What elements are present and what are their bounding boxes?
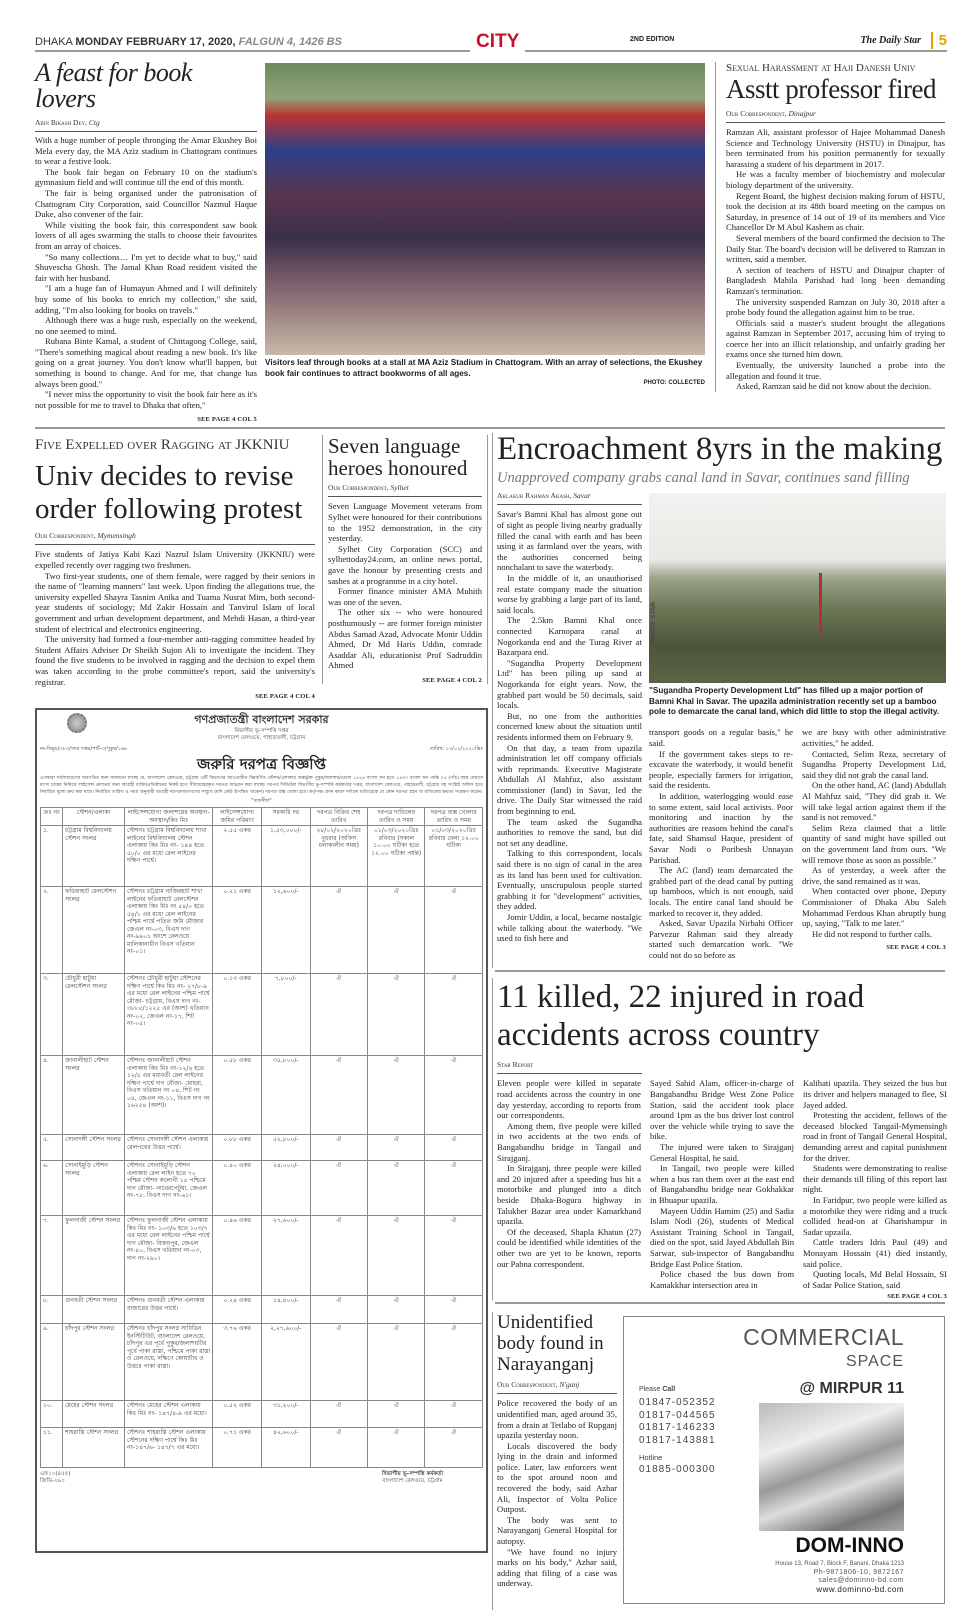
table-cell: স্টেশনঃ সোনাদঙ্গী স্টেশন এলাকায় রেলপথের উত্তর পার্শ্বে। — [124, 1135, 212, 1161]
ad-address: House 13, Road 7, Block F, Banani, Dhaka 1213 — [775, 1561, 904, 1568]
column-header: ক্রঃ নং — [41, 808, 63, 826]
paragraph: Two first-year students, one of them female, were ragged by their seniors in the name of "learning manners" last week. Upon finding the allegations true, the university expelled Shayra Tasnim Anika and Tuama Nusrat Mim, both second-year students of sociology; Md Zakir Hossain and Tanvirul Islam of local government and urban development department, and Mehdi Hasan, a third-year student of electrical and electronics engineering. — [35, 570, 315, 634]
edition-label: 2ND EDITION — [630, 36, 675, 43]
ad-brand: DOM-INNO — [795, 1534, 904, 1558]
paragraph: The body was sent to Narayanganj General Hospital for autopsy. — [497, 1514, 617, 1547]
caption-text: Visitors leaf through books at a stall at MA Aziz Stadium in Chattogram. With an array of selections, the Ekushey book fair continues to attract bookworms of all ages. — [265, 358, 703, 378]
table-row — [41, 826, 483, 887]
paragraph: Sayed Sahid Alam, officer-in-charge of Bangabandhu Bridge West Zone Police Station, said the accident took place around 1pm as the bus driver lost control over the vehicle while trying to save the bike. — [650, 1078, 794, 1142]
table-cell: ০.২৪ একর — [213, 1296, 262, 1324]
headline: Unidentified body found in Narayanganj — [497, 1312, 604, 1376]
table-cell: স্টেশনঃ চাঁদপুর সংলগ্ন সাবিডিন ইনস্টিটিউট, বাংলাদেশ রেলওয়ে, চাঁদপুর এর পূর্বে পুকুর/জলাশয়টির পূর্বে পাকা রাস্তা, পশ্চিমে পাকা রাস্তা ও রেলওয়ে, দক্ষিণে কোয়ার্টার ও উত্তরে পাকা রাস্তা। — [124, 1324, 212, 1401]
phone-list — [639, 1397, 716, 1447]
paragraph: Selim Reza claimed that a little quantity of sand might have spilled out on the government land from ours. "We will remove those as soon as possible." — [802, 822, 946, 865]
table-header — [41, 808, 483, 826]
table-cell: ২,২৭,৬০০/- — [261, 1324, 310, 1401]
table-cell: ঐ — [310, 1324, 367, 1401]
table-cell: ঐ — [425, 1056, 483, 1135]
table-cell: ৮. — [41, 1296, 63, 1324]
table-cell: শাহরাস্তি স্টেশন সংলগ্ন — [63, 1428, 125, 1468]
table-row — [41, 1056, 483, 1135]
headline: Asstt professor fired — [726, 74, 936, 104]
article-body-col3 — [803, 1078, 947, 1300]
phone-number: 01817-146233 — [639, 1422, 716, 1434]
paragraph: Asked, Savar Upazila Nirbahi Officer Parvezur Rahman said they already started such demarcation work. "We could not do so before as — [649, 918, 793, 960]
table-cell: ২৮/০২/২০২০খ্রিঃ বুধবার (অফিস চলাকালীন সময়) — [310, 826, 367, 887]
paragraph: Talking to this correspondent, locals said there is no sign of canal in the area as its land has been used for cultivation. Eventually, unscrupulous people started grabbing it for "development" activities, they added. — [497, 848, 642, 912]
paper-logo: The Daily Star — [860, 35, 921, 46]
table-cell: চাঁদপুর স্টেশন সংলগ্ন — [63, 1324, 125, 1401]
table-cell: ঐ — [368, 1216, 425, 1296]
table-cell: ১০. — [41, 1401, 63, 1428]
table-cell: গুনবতী স্টেশন সংলগ্ন — [63, 1296, 125, 1324]
paragraph: The university had formed a four-member anti-ragging committee headed by Student Affairs Adviser Dr Sheikh Sujon Ali to investigate the incident. They found the five students to be involved in ragging and the decision to expel them was taken according to the probe committee's report, said the university's registrar. — [35, 634, 315, 687]
paragraph: Several members of the board confirmed the decision to The Daily Star. The board's decision will be delivered to Ramzan in written, said a member. — [726, 232, 945, 265]
table-cell: ৩. — [41, 974, 63, 1056]
advertisement-dom-inno[interactable] — [623, 1316, 945, 1604]
paragraph: In the middle of it, an unauthorised real estate company made the situation worse by grabbing a large part of its land, said locals. — [497, 573, 642, 615]
article-body — [726, 127, 945, 392]
table-cell: ৫. — [41, 1135, 63, 1161]
column-header: স্টেশন/এলাকা — [63, 808, 125, 826]
column-header: সরকারি দর — [261, 808, 310, 826]
article-jkkniu — [35, 437, 315, 700]
paragraph: If the government takes steps to re-excavate the waterbody, it would benefit people, especially farmers for irrigation, said the residents. — [649, 748, 793, 791]
article-columns — [497, 1078, 947, 1300]
table-cell: ঐ — [310, 887, 367, 974]
table-cell: ঐ — [425, 887, 483, 974]
paragraph: Asked, Ramzan said he did not know about the decision. — [736, 381, 931, 392]
table-cell: ২. — [41, 887, 63, 974]
schedule-label: "তফসীল" — [251, 798, 272, 805]
canal-photo — [649, 493, 946, 683]
paragraph: As of yesterday, a week after the drive, the sand remained as it was. — [802, 865, 946, 886]
table-cell: ০.৫৮ একর — [213, 1056, 262, 1135]
byline: Abin Bikash Dey, Ctg — [35, 118, 257, 132]
paragraph: Protesting the accident, fellows of the deceased blocked Tangail-Mymensingh road in front of Tangail General Hospital, demanding arrest and capital punishment for the driver. — [803, 1110, 947, 1163]
bamboo-pole — [819, 573, 822, 633]
column-header: দরপত্র দাখিলের তারিখ ও সময় — [368, 808, 425, 826]
paragraph: The injured were taken to Sirajganj General Hospital, he said. — [650, 1142, 794, 1163]
paragraph: On the other hand, AC (land) Abdullah Al Mahfuz said, "They did grab it. We will take legal action against them if the sand is not removed." — [802, 780, 946, 823]
paragraph: While visiting the book fair, this correspondent saw book lovers of all ages swarming the stalls to choose their favourites from an array of choices. — [35, 219, 257, 251]
table-cell: ৫২,৮০০/- — [261, 1135, 310, 1161]
table-cell: স্টেশনঃ ফুলগাজী স্টেশন এলাকায় কিঃ মিঃ নং- ১০৩/৬ হতে ১০৩/৭ এর মধ্যে রেল লাইনের পশ্চিম পার্শ্বে দাগ মৌজা- বিজয়পুর, জেএল নং-৪০, বিএস খতিয়ান নং-০৩, দাগ নং-২৯০। — [124, 1216, 212, 1296]
paragraph: A section of teachers of HSTU and Dinajpur chapter of Bangladesh Mahila Parishad had long been demanding Ramzan's termination. — [726, 264, 945, 296]
article-columns — [649, 727, 946, 960]
table-cell: ০.২১ একর — [213, 887, 262, 974]
paragraph: Rubana Binte Kamal, a student of Chittagong College, said, "There's something magical about reading a new book. It's like going on a great journey. You don't know what'll happen, but something is bound to change. And for me, that change has always been good." — [35, 336, 257, 389]
paragraph: Sylhet City Corporation (SCC) and sylhettoday24.com, an online news portal, gave the honour by presenting crests and sashes at a programme in a city hotel. — [328, 543, 482, 586]
table-cell: স্টেশনঃ সোনাইমুড়ি স্টেশন এলাকায় রেল লাইন হতে ৭০ পশ্চিম স্টেশন কলোনী ১৫ পশ্চিমে দাগ মৌজা- নাথেরপেটুয়া, জেএল নং-৭৮, বিএস দাগ নং-৬১। — [124, 1161, 212, 1216]
table-cell: ০.৫২ একর — [213, 1401, 262, 1428]
byline: Our Correspondent, Sylhet — [328, 483, 482, 497]
paragraph: Eventually, the university launched a probe into the allegation and found it true. — [726, 360, 945, 381]
table-cell: ০১/০৩/২০২০খ্রিঃ রবিবার (সকাল ১০.০০ ঘটিকা হতে ১২.০০ ঘটিকা পর্যন্ত) — [368, 826, 425, 887]
table-cell: ঐ — [310, 1161, 367, 1216]
phone-number: 01817-044565 — [639, 1409, 716, 1421]
byline: Star Report — [497, 1060, 642, 1074]
table-row — [41, 1401, 483, 1428]
article-hstu — [715, 62, 945, 392]
table-cell: ০.৪৬ একর — [213, 1216, 262, 1296]
table-cell: ২.৫৫ একর — [213, 826, 262, 887]
paragraph: we are busy with other administrative activities," he added. — [802, 727, 946, 749]
kicker: Sexual Harassment at Haji Danesh Univ — [726, 62, 916, 74]
subheadline: Unapproved company grabs canal land in Savar, continues sand filling — [497, 470, 910, 487]
byline: Our Correspondent, Dinajpur — [726, 109, 945, 123]
table-cell: ১,৫৩,০০০/- — [261, 826, 310, 887]
paragraph: Among them, five people were killed in two accidents at the two ends of Bangabandhu bridge in Tangail and Sirajganj. — [497, 1120, 641, 1163]
table-cell: ঐ — [310, 1135, 367, 1161]
paragraph: The team asked the Sugandha authorities to remove the sand, but did not set any deadline. — [497, 816, 642, 848]
paragraph: Officials said a master's student brought the allegations against Ramzan in September 2017, accusing him of trying to coerce her into an illicit relationship, and unfairly grading her exams once she turned him down. — [726, 317, 945, 360]
paragraph: Mayeen Uddin Hamim (25) and Sadia Islam Nodi (26), students of Medical Assistant Training School in Tangail, died on the spot, said Jayed Abdullah Bin Sarwar, sub-inspector of Bangabandhu Bridge East Police Station. — [650, 1205, 794, 1269]
photo-caption — [265, 358, 705, 387]
paragraph: Police chased the bus down from Kamakkhar intersection area in — [650, 1269, 794, 1290]
tender-footer — [40, 1471, 483, 1485]
hotline-label: Hotline — [639, 1453, 663, 1463]
see-page-link[interactable]: SEE PAGE 4 COL 3 — [886, 944, 946, 952]
table-cell: ৯. — [41, 1324, 63, 1401]
paragraph: Kalihati upazila. They seized the bus but its driver and helpers managed to flee, SI Jayed added. — [803, 1078, 947, 1110]
column-header: দরপত্র বিক্রির শেষ তারিখ — [310, 808, 367, 826]
table-cell: ঐ — [368, 1296, 425, 1324]
paragraph: Seven Language Movement veterans from Sylhet were honoured for their contributions to the 1952 demonstration, in the city yesterday. — [328, 501, 482, 544]
table-cell: সোনাইমুড়ি স্টেশন সংলগ্ন — [63, 1161, 125, 1216]
paragraph: "So many collections… I'm yet to decide what to buy," said Shuvescha Ghosh. The Jamal Khan Road resident visited the fair with her husband. — [35, 251, 257, 283]
paragraph: In Sirajganj, three people were killed and 20 injured after a speeding bus hit a motorbike and plunged into a ditch beside Dhaka-Bogura highway in Talukber Bazar area under Kamarkhand upazila. — [497, 1163, 641, 1227]
table-cell: স্টেশনঃ জানালীহাট স্টেশন এলাকায় কিঃ মিঃ নং-১২/৪ হতে ১২/৫ এর মধ্যবর্তী রেল লাইনের দক্ষিণ পার্শ্বে দাগ মৌজা- মোহরা, বিএস খতিয়ান নং ০৪, শিট নং ০৪, জেএল নং-১১, বিএস দাগ নং ১৬২৫৪ (অংশ)। — [124, 1056, 212, 1135]
paragraph: Eleven people were killed in separate road accidents across the country in one day yesterday, according to reports from our correspondents. — [497, 1078, 641, 1121]
table-cell: ০.৮৮ একর — [213, 1135, 262, 1161]
article-body-col3 — [802, 727, 946, 960]
paragraph: In Tangail, two people were killed when a bus ran them over at the east end of Bangabandhu bridge near Gokhakkar in Bhuapur upazila. — [650, 1163, 794, 1205]
paragraph: In Faridpur, two people were killed as a motorbike they were riding and a truck collided head-on at Gharishampur in Sadar upzaila. — [803, 1194, 947, 1237]
byline: Our Correspondent, Mymensingh — [35, 531, 315, 545]
paragraph: Quoting locals, Md Belal Hossain, SI of Sadar Police Station, said — [803, 1269, 947, 1290]
table-cell: ৩.৭৬ একর — [213, 1324, 262, 1401]
article-encroachment — [492, 433, 947, 968]
table-cell: স্টেশনঃ শাহরাস্তি স্টেশন এলাকায় স্টেশনের দক্ষিণ পার্শ্বে কিঃ মিঃ নং-১৪৭/৬- ১৪৭/৭ এর মধ্যে। — [124, 1428, 212, 1468]
signature-office: বাংলাদেশ রেলওয়ে, চট্টগ্রাম — [382, 1478, 443, 1485]
column-header: দরপত্র বাক্স খোলার তারিখ ও সময় — [425, 808, 483, 826]
table-cell: ঐ — [310, 974, 367, 1056]
table-cell: ৪. — [41, 1056, 63, 1135]
table-cell: ০.১৩ একর — [213, 974, 262, 1056]
section-title: CITY — [470, 31, 525, 53]
paragraph: "We have found no injury marks on his body," Azhar said, adding that filing of a case was underway. — [497, 1546, 617, 1589]
table-cell: স্টেশনঃ চৌধুরী হাটুয়া স্টেশনের দক্ষিণ পার্শ্বে কিঃ মিঃ নং- ২৭/৮-৯ এর মধ্যে রেল লাইনের পশ্চিম পার্শ্বে মৌজা- চট্টগ্রাম, বিএস দাগ নং- ৩৮৮৫/১২২৫ এর (অংশ) খতিয়ান নং-০২, জেএল নং-১৭, শিট নং-০৫। — [124, 974, 212, 1056]
table-cell: ২৭,৬০০/- — [261, 1216, 310, 1296]
table-cell: ঐ — [425, 1324, 483, 1401]
table-cell: ঐ — [310, 1428, 367, 1468]
table-cell: ফতিয়াহাট রেলস্টেশন সংলগ্ন — [63, 887, 125, 974]
table-cell: ঐ — [425, 1428, 483, 1468]
paragraph: transport goods on a regular basis," he said. — [649, 727, 793, 749]
table-cell: ঐ — [425, 974, 483, 1056]
column-header: লাইসেন্সযোগ্য জমির পরিমাণ — [213, 808, 262, 826]
paragraph: Jomir Uddin, a local, became nostalgic while talking about the waterbody. "We used to fish here and — [497, 912, 642, 944]
table-cell: চৌধুরী হাটুয়া রেলস্টেশন সংলগ্ন — [63, 974, 125, 1056]
table-row — [41, 1428, 483, 1468]
table-cell: ০.৪০ একর — [213, 1161, 262, 1216]
kicker: Five Expelled over Ragging at JKKNIU — [35, 437, 290, 454]
photo-caption: "Sugandha Property Development Ltd" has filled up a major portion of Bamni Khal in Savar. The upazila administration recently set up a bamboo pole to demarcate the canal land, which did little to stop the illegal activity. — [649, 686, 940, 717]
table-row — [41, 1161, 483, 1216]
table-row — [41, 1216, 483, 1296]
table-cell: ঐ — [368, 1428, 425, 1468]
headline: Seven language heroes honoured — [328, 434, 468, 481]
headline: A feast for book lovers — [35, 58, 192, 113]
headline: Univ decides to revise order following protest — [35, 460, 303, 526]
paragraph: The fair is being organised under the patronisation of Chattogram City Corporation, said Councillor Nazmul Haque Duke, also convener of the fair. — [35, 187, 257, 220]
table-cell: ঐ — [310, 1216, 367, 1296]
table-cell: ঐ — [368, 1161, 425, 1216]
table-cell: স্টেশনঃ চট্টগ্রাম নাজিরহাট শাখা লাইনের ফতিয়াহাট রেলস্টেশন এলাকায় কিঃ মিঃ নং ৫৪/০ হতে ৫৪/১ এর মধ্যে রেল লাইনের পশ্চিম পার্শ্বে পতিত জমি মৌজার জেএল নং-০৩, বিএস দাগ নং-৯৯০১ অংশে রেলওয়ে মালিকানাধীন বিএস খতিয়ান নং-০১। — [124, 887, 212, 974]
table-cell: ৪২,৬০০/- — [261, 1428, 310, 1468]
see-page-link[interactable]: SEE PAGE 4 COL 2 — [422, 676, 482, 684]
ad-title: COMMERCIAL — [743, 1324, 904, 1351]
table-cell: ঐ — [310, 1056, 367, 1135]
paragraph: With a huge number of people thronging the Amar Ekushey Boi Mela every day, the MA Aziz stadium in Chattogram continues to wear a festive look. — [35, 135, 257, 167]
paragraph: He was a faculty member of biochemistry and molecular biology department of the university. — [726, 169, 945, 190]
paragraph: When contacted over phone, Deputy Commissioner of Dhaka Abu Saleh Mohammad Ferdous Khan abruptly hung up, saying, "Talk to me later." — [802, 886, 946, 929]
office-name: বিভাগীয় ভূ-সম্পত্তি দপ্তর — [234, 728, 289, 735]
table-cell: ফুলগাজী স্টেশন সংলগ্ন — [63, 1216, 125, 1296]
divider — [495, 970, 945, 972]
paragraph: Five students of Jatiya Kabi Kazi Nazrul Islam University (JKKNIU) were expelled recently over ragging two freshmen. — [35, 549, 315, 571]
tender-intro: এতদ্বারা সর্বসাধারণের অবগতির জন্য জানানো যাচ্ছে যে, বাংলাদেশ রেলওয়ে, চট্টগ্রাম এর্টি বিভাগের আওতাধীন নিম্নবর্ণিত স্টেশন/এলাকার অন্তর্ভুক্ত পুকুর/জলাশয়/ডোবা ১৪২৬ বাংলা সন হতে ১৪৩০ বাংলা সন পর্যন্ত ০৫ (পাঁচ) বছর মেয়াদে মৎস্য চাষের নিমিত্তে লাইসেন্স প্রদানের জন্য আগ্রহী ব্যক্তি/প্রতিষ্ঠানের নিকট হতে সীলমোহরকৃত দরপত্র আহ্বান করা যাচ্ছে। দরপত্র সিডিউল বিভাগীয় ভূ-সম্পত্তি কর্মকর্তার দপ্তর, বাংলাদেশ রেলওয়ে, পাহাড়তলী, চট্টগ্রাম সহ সংশ্লিষ্ট অফিস হতে নির্ধারিত মূল্যে ক্রয় করা যাবে। নির্ধারিত তারিখ ও সময় অনুযায়ী আগ্রহী দরপত্রদাতাগণের সম্মুখে (যদি কেউ উপস্থিত থাকেন) দরপত্র বাক্স খোলা হবে। কর্তৃপক্ষ কোন কারণ দর্শানো ব্যতিরেকে যে কোন দরপত্র গ্রহণ বা বাতিলের ক্ষমতা সংরক্ষণ করেন। — [40, 776, 483, 796]
paragraph: He did not respond to further calls. — [812, 928, 933, 939]
paragraph: In addition, waterlogging would ease to some extent, said local activists. Poor monitoring and inaction by the authorities are reasons behind the canal's fate, said Shamsul Haque, president of Savar Nodi o Poribesh Unnayan Parishad. — [649, 791, 793, 865]
paragraph: The book fair began on February 10 on the stadium's gymnasium field and will continue till the end of this month. — [35, 166, 257, 188]
article-body-col1 — [497, 1078, 641, 1300]
article-body-col1 — [497, 509, 642, 943]
article-body — [328, 501, 482, 671]
paragraph: "I never miss the opportunity to visit the book fair here as it's not possible for me to travel to Dhaka that often," — [35, 389, 257, 410]
paragraph: Cattle traders Idris Paul (49) and Monayam Hossain (41) died instantly, said police. — [803, 1237, 947, 1269]
table-cell: ঐ — [425, 1401, 483, 1428]
headline: Encroachment 8yrs in the making — [497, 431, 943, 468]
table-cell: ঐ — [425, 1296, 483, 1324]
table-cell: ৭,৮০০/- — [261, 974, 310, 1056]
table-cell: ঐ — [368, 1401, 425, 1428]
see-page-link[interactable]: SEE PAGE 4 COL 4 — [255, 693, 315, 701]
paragraph: Ramzan Ali, assistant professor of Hajee Mohammad Danesh Science and Technology University (HSTU) in Dinajpur, has been terminated from his position permanently for sexually harassing a student of his department in 2017. — [726, 127, 945, 169]
see-page-link[interactable]: SEE PAGE 4 COL 3 — [887, 1293, 947, 1301]
tender-title: জরুরি দরপত্র বিজ্ঞপ্তি — [197, 755, 326, 774]
paragraph: Contacted, Selim Reza, secretary of Sugandha Property Development Ltd, said they did not grab the canal land. — [802, 748, 946, 780]
tender-notice — [35, 708, 488, 1553]
table-cell: ঐ — [368, 1135, 425, 1161]
see-page-link[interactable]: SEE PAGE 4 COL 5 — [197, 416, 257, 424]
page-number: 5 — [931, 32, 947, 49]
paragraph: Students were demonstrating to realise their demands till filing of this report last night. — [803, 1163, 947, 1195]
hotline-number: 01885-000300 — [639, 1464, 716, 1476]
table-cell: ঐ — [368, 1324, 425, 1401]
memo-date: তারিখ: ১৩/০২/২০২০খ্রিঃ — [429, 746, 483, 753]
table-cell: ঐ — [425, 1135, 483, 1161]
article-road-accidents — [492, 978, 947, 1300]
divider — [495, 1302, 945, 1304]
table-cell: ০১/০৩/২০২০খ্রিঃ রবিবার বেলা ১২.০০ ঘটিকা — [425, 826, 483, 887]
table-cell: ৩৫,৮০০/- — [261, 1056, 310, 1135]
paragraph: The 2.5km Bamni Khal once connected Karnopara canal at Nogorkanda end and the Turag River at Bazarpara end. — [497, 615, 642, 658]
table-cell: মেহের স্টেশন সংলগ্ন — [63, 1401, 125, 1428]
issue-date: DHAKA MONDAY FEBRUARY 17, 2020, FALGUN 4, 1426 BS — [35, 36, 342, 48]
footer-ref: এফ১০(৪৫৫) — [40, 1471, 71, 1478]
paragraph: Of the deceased, Shapla Khatun (27) could be identified while identities of the other two are yet to be known, reports our Pabna correspondent. — [497, 1226, 641, 1269]
table-row — [41, 974, 483, 1056]
ad-subtitle: SPACE — [845, 1353, 904, 1371]
paragraph: The university suspended Ramzan on July 30, 2018 after a probe body found the allegation against him to be true. — [726, 296, 945, 318]
call-label: Please Call — [639, 1386, 676, 1394]
paragraph: The other six -- who were honoured posthumously -- are former foreign minister Abdus Samad Azad, Advocate Monir Uddin Ahmed, Dr Md Haris Uddin, comrade Asaddar Ali, educationist Prof Sadruddin Ahmed — [328, 607, 482, 671]
table-cell: ১১. — [41, 1428, 63, 1468]
table-cell: সোনাদঙ্গী স্টেশন সংলগ্ন — [63, 1135, 125, 1161]
ad-website[interactable]: www.dominno-bd.com — [816, 1584, 904, 1594]
byline: Aklakur Rahman Akash, Savar — [497, 491, 642, 505]
phone-number: 01817-143881 — [639, 1434, 716, 1446]
table-cell: ২৪,০০০/- — [261, 1161, 310, 1216]
table-cell: ১. — [41, 826, 63, 887]
memo-line — [40, 746, 483, 753]
table-row — [41, 1296, 483, 1324]
photo-credit: PHOTO: STAR — [651, 602, 657, 644]
paragraph: The AC (land) team demarcated the grabbed part of the dead canal by putting up bamboos, which is not enough, said locals. The entire canal land should be marked to recover it, they added. — [649, 865, 793, 918]
col3-text — [802, 727, 946, 939]
paragraph: "Sugandha Property Development Ltd" has been piling up sand at Nogorkanda for eight years. Now, the grabbed part would be 50 decimals, said locals. — [497, 657, 642, 711]
paragraph: Police recovered the body of an unidentified man, aged around 35, from a drain at Tetlabo of Rupganj upazila yesterday noon. — [497, 1398, 617, 1441]
paragraph: On that day, a team from upazila administration let off company officials with reprimands. Executive Magistrate Abdullah Al Mahfuz, also assistant commissioner (land) in Savar, led the drive. The Daily Star witnessed the raid from beginning to end. — [497, 742, 642, 817]
table-cell: ঐ — [425, 1216, 483, 1296]
table-cell: ১৪,৪০০/- — [261, 1296, 310, 1324]
article-body-col2 — [649, 727, 793, 960]
article-body-col2 — [650, 1078, 794, 1300]
table-cell: ঐ — [368, 1056, 425, 1135]
govt-title: গণপ্রজাতন্ত্রী বাংলাদেশ সরকার — [194, 713, 329, 727]
table-row — [41, 1324, 483, 1401]
article-language-heroes — [322, 435, 488, 684]
table-row — [41, 1135, 483, 1161]
office-address: বাংলাদেশ রেলওয়ে, পাহাড়তলী, চট্টগ্রাম — [217, 735, 306, 742]
photo-credit: PHOTO: COLLECTED — [643, 380, 705, 386]
ad-interior-photo — [759, 1403, 904, 1531]
ad-contact — [775, 1560, 904, 1594]
footer-ref2: জিডি-২৯০ — [40, 1478, 65, 1485]
paragraph: Savar's Bamni Khal has almost gone out of sight as people living nearby gradually filled the canal with earth and has been using it as farmland over the years, with the authorities concerned being nonchalant to save the waterbody. — [497, 509, 642, 573]
table-cell: স্টেশনঃ গুনবতী স্টেশন এলাকায় বাজারের উত্তর পার্শ্বে। — [124, 1296, 212, 1324]
paragraph: But, no one from the authorities concerned knew about the situation until residents informed them on February 9. — [497, 710, 642, 742]
table-cell: চট্টগ্রাম বিশ্ববিদ্যালয় স্টেশন সংলগ্ন — [63, 826, 125, 887]
ad-location: @ MIRPUR 11 — [799, 1380, 904, 1398]
book-fair-photo — [265, 63, 705, 355]
article-body — [35, 549, 315, 687]
article-body — [497, 1398, 617, 1589]
table-cell: জানালীহাট স্টেশন সংলগ্ন — [63, 1056, 125, 1135]
table-cell: ঐ — [368, 887, 425, 974]
table-cell: ৭. — [41, 1216, 63, 1296]
table-cell: ৩১,২০০/- — [261, 1401, 310, 1428]
memo-number: নং-বিভূচ/৩৮৩/সদর দপ্তর/পার্ট-৩/পুকুর/১৬৮ — [40, 746, 128, 753]
paragraph: Locals discovered the body lying in the drain and informed police. Later, law enforcers went to the spot around noon and recovered the body, said Azhar Ali, Inspector of Volta Police Outpost. — [497, 1440, 617, 1515]
table-cell: স্টেশনঃ মেহের স্টেশন এলাকায় কিঃ মিঃ নং- ১৪৭/৪-৯ এর মধ্যে। — [124, 1401, 212, 1428]
ad-email: sales@dominno-bd.com — [818, 1577, 904, 1585]
divider — [35, 427, 945, 429]
paragraph: "I am a huge fan of Humayun Ahmed and I will definitely buy some of his books to enrich my collection," she said, adding, "I'm also looking for books on travels." — [35, 283, 257, 315]
phone-number: 01847-052352 — [639, 1397, 716, 1409]
table-cell: ঐ — [310, 1296, 367, 1324]
table-row — [41, 887, 483, 974]
masthead — [35, 31, 947, 52]
column-header: লাইসেন্সযোগ্য জলাশয়ের অবস্থান-অবস্থান/কিঃ মিঃ — [124, 808, 212, 826]
table-cell: ঐ — [310, 1401, 367, 1428]
byline: Our Correspondent, N'ganj — [497, 1380, 617, 1394]
article-book-fair — [35, 60, 257, 423]
table-cell: ঐ — [425, 1161, 483, 1216]
paragraph: Regent Board, the highest decision making forum of HSTU, took the decision at its 48th board meeting on the campus on Saturday, in presence of 14 out of 19 of its members and Vice Chancellor Dr M Abul Kashem as chair. — [726, 190, 945, 233]
article-body-found — [492, 1312, 617, 1610]
table-cell: ৬. — [41, 1161, 63, 1216]
ad-phone: Ph-9871806-10, 9872167 — [813, 1568, 904, 1576]
paragraph: Although there was a huge rush, especially on the weekend, no one seemed to mind. — [35, 315, 257, 336]
table-cell: ১২,৬০০/- — [261, 887, 310, 974]
headline: 11 killed, 22 injured in road accidents across country — [497, 979, 865, 1054]
table-cell: ০.৭১ একর — [213, 1428, 262, 1468]
article-body — [35, 135, 257, 410]
paragraph: Former finance minister AMA Muhith was one of the seven. — [328, 586, 482, 607]
col3-text — [803, 1078, 947, 1290]
table-cell: ঐ — [368, 974, 425, 1056]
signature-title: বিভাগীয় ভূ-সম্পত্তি কর্মকর্তা — [382, 1471, 443, 1478]
tender-table — [40, 807, 483, 1468]
table-cell: স্টেশনঃ চট্টগ্রাম বিশ্ববিদ্যালয় শাখা লাইনের বিশ্ববিদ্যালয় স্টেশন এলাকায় কিঃ মিঃ নং- ১৯৪ হতে ৫০/০ এর মধ্যে রেল লাইনের দক্ষিণ পার্শ্বে। — [124, 826, 212, 887]
